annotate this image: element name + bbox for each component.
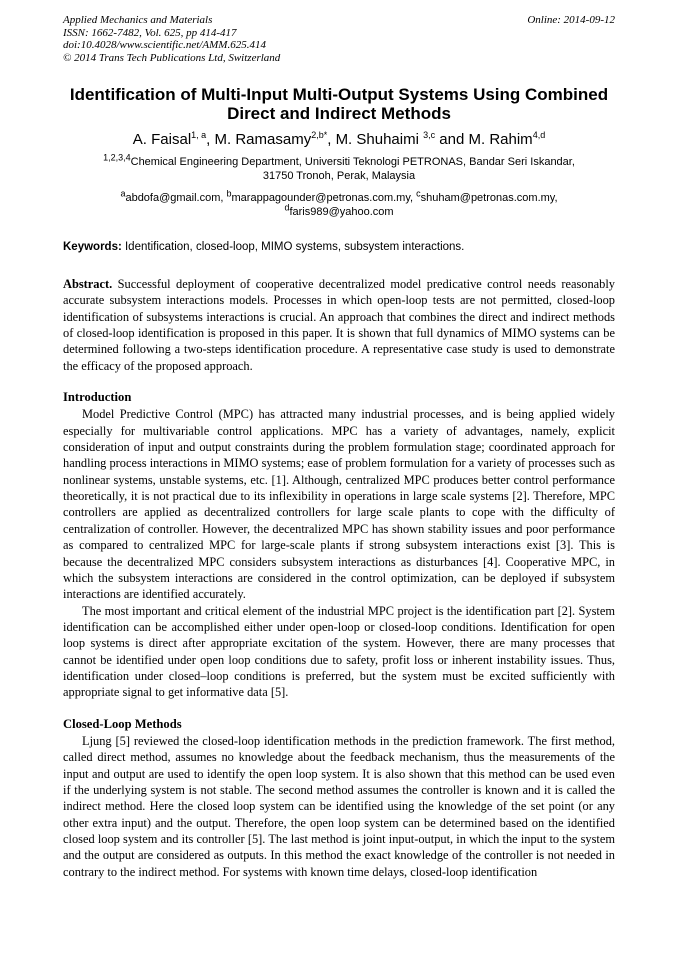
author-separator: ,: [206, 131, 215, 148]
email-address: marappagounder@petronas.com.my,: [231, 192, 417, 204]
online-date: Online: 2014-09-12: [527, 14, 615, 26]
section-introduction: [63, 406, 615, 700]
affiliation-sup: 1,2,3,4: [103, 152, 131, 163]
author-affil-mark: 2,b*: [311, 130, 328, 140]
author-affil-mark: 3,c: [423, 130, 436, 140]
paper-title-line2: Direct and Indirect Methods: [227, 104, 451, 123]
abstract-text: Successful deployment of cooperative decentralized model predicative control needs reasonably accurate subsystem interactions models. Processes in which open-loop tests are not permitted, closed-loop identification of subsystems interactions is crucial. An approach that combines the direct and indirect methods of closed-loop identification is proposed in this paper. It is shown that full dynamics of MIMO systems can be determined following a two-steps identification procedure. A representative case study is used to demonstrate the efficacy of the proposed approach.: [63, 277, 615, 373]
affiliation-line1: [63, 152, 615, 170]
affiliation-text: Chemical Engineering Department, Universiti Teknologi PETRONAS, Bandar Seri Iskandar,: [130, 156, 575, 168]
journal-header-left: [63, 14, 280, 64]
author-separator: and: [435, 131, 469, 148]
journal-name: Applied Mechanics and Materials: [63, 14, 213, 26]
authors-line: [63, 130, 615, 150]
keywords-text: Identification, closed-loop, MIMO systems, subsystem interactions.: [121, 241, 465, 253]
journal-doi-line: doi:10.4028/www.scientific.net/AMM.625.414: [63, 39, 266, 51]
emails-line2: [63, 201, 615, 220]
email-sup: c: [416, 188, 421, 199]
journal-header: [63, 14, 615, 64]
section-closed-loop-methods: [63, 733, 615, 880]
email-sup: d: [284, 201, 290, 212]
author-name: M. Rahim: [468, 131, 533, 148]
email-address: shuham@petronas.com.my,: [420, 192, 558, 204]
author-name: A. Faisal: [132, 131, 192, 148]
author-affil-mark: 1, a: [191, 130, 207, 140]
paper-title: [63, 85, 615, 123]
email-sup: b: [226, 188, 232, 199]
abstract: [63, 276, 615, 374]
author-name: M. Shuhaimi: [335, 131, 424, 148]
keywords-label: Keywords:: [63, 241, 122, 253]
affiliation: [63, 152, 615, 183]
emails-line1: [63, 188, 615, 206]
paper-title-line1: Identification of Multi-Input Multi-Output Systems Using Combined: [69, 85, 609, 104]
paragraph: Model Predictive Control (MPC) has attracted many industrial processes, and is being applied widely especially for multivariable control applications. MPC has a variety of advantages, namely, explicit consideration of input and output constraints during the problem formulation stage; coordinated approach for handling process interactions in MIMO systems; ease of problem formulation for a variety of processes such as nonlinear systems, unstable systems, etc. [1]. Although, centralized MPC produces better control performance theoretically, it is not practical due to its inflexibility in operations in large scale systems [2]. Therefore, MPC controllers are applied as decentralized controllers for large scale plants to cope with the difficulty of centralization of controller. However, the decentralized MPC has shown stability issues and poor performance as compared to centralized MPC for large-scale plants if strong subsystem interactions exist [3]. This is because the decentralized MPC considers subsystem interactions as disturbances [4]. Cooperative MPC, in which the subsystem interactions are considered in the control optimization, can be deployed if subsystem interactions are identified accurately.: [63, 407, 615, 602]
author-affil-mark: 4,d: [532, 130, 546, 140]
author-separator: ,: [327, 131, 336, 148]
paragraph: The most important and critical element of the industrial MPC project is the identification part [2]. System identification can be accomplished either under open-loop or closed-loop conditions. Identification for open loop systems is direct after appropriate excitation of the system. However, there are many processes that cannot be identified under open loop conditions due to safety, profit loss or inherent instability issues. Thus, identification under closed–loop conditions is preferred, but the system must be excited sufficiently with appropriate signal to get informative data [5].: [63, 603, 615, 700]
email-address: abdofa@gmail.com,: [125, 192, 227, 204]
section-heading-closed-loop-methods: Closed-Loop Methods: [63, 716, 182, 731]
paragraph: Ljung [5] reviewed the closed-loop identification methods in the prediction framework. The first method, called direct method, assumes no knowledge about the feedback mechanism, thus the measurements of the input and output are used to identify the open loop system. It is also shown that this method can be used even if the underlying system is not stable. The second method assumes the controller is known and it is called the indirect method. Here the closed loop system can be identified using the knowledge of the set point (or any other extra input) and the output. Therefore, the open loop system can be determined based on the identified closed loop system and its controller [5]. The last method is joint input-output, in which the input to the system and the output are considered as outputs. In this method the exact knowledge of the controller is not needed in contrary to the indirect method. For systems with known time delays, closed-loop identification: [63, 733, 615, 879]
email-sup: a: [120, 188, 126, 199]
journal-copyright-line: © 2014 Trans Tech Publications Ltd, Switzerland: [63, 51, 281, 64]
journal-issn-line: ISSN: 1662-7482, Vol. 625, pp 414-417: [63, 26, 237, 39]
author-name: M. Ramasamy: [214, 131, 312, 148]
author-emails: [63, 188, 615, 219]
affiliation-line2: 31750 Tronoh, Perak, Malaysia: [262, 169, 416, 182]
email-address: faris989@yahoo.com: [289, 205, 394, 218]
section-heading-introduction: Introduction: [63, 390, 132, 405]
abstract-label: Abstract.: [63, 277, 113, 291]
keywords-line: [63, 240, 615, 254]
